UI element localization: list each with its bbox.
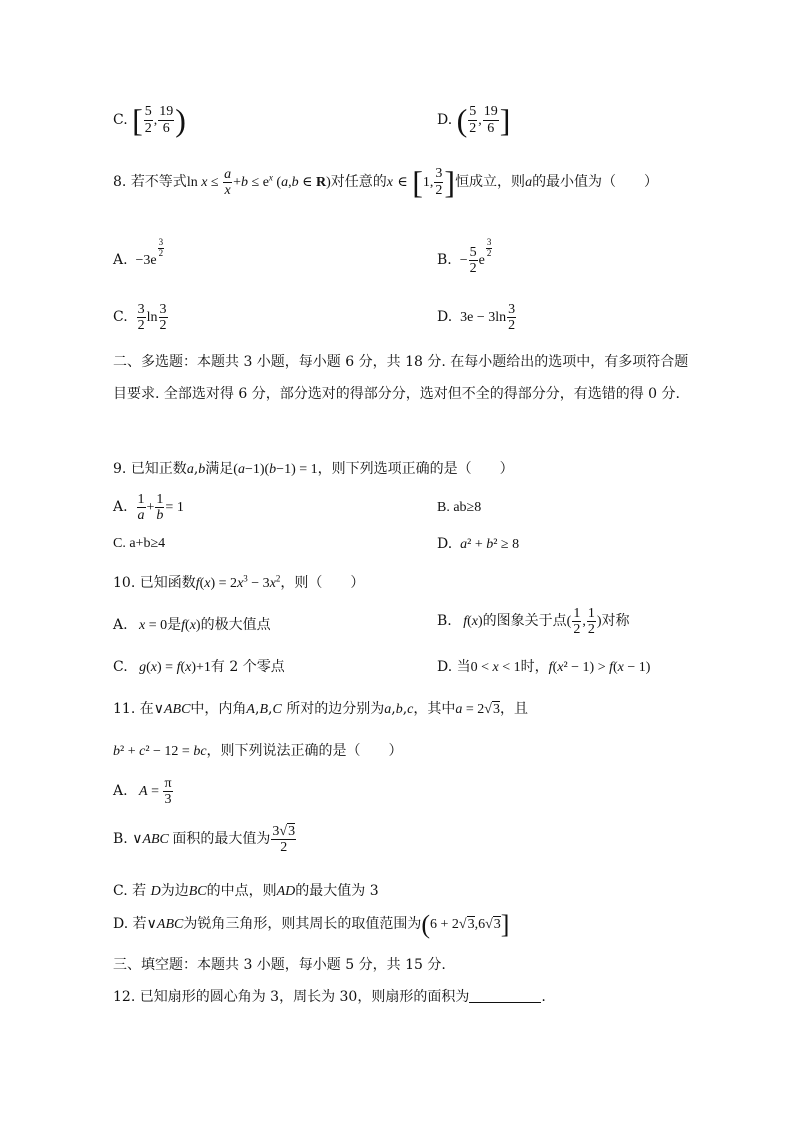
- math-expression: 3e − 3ln $\frac{3}{2}$: [456, 302, 516, 334]
- option-label: B.: [437, 613, 452, 630]
- stem-text: 若不等式: [130, 174, 187, 190]
- fraction: [158, 104, 174, 136]
- option-text: 有 2 个零点: [210, 659, 285, 675]
- q9-option-b[interactable]: [437, 500, 481, 516]
- q8-stem: 8. 若不等式ln x ≤ $\frac{a}{x}$ $+b \le e^x$ (a,b ∈ R)对任意的x ∈ [1, $\frac{3}{2}$ ]恒成立，则a的最小值为（ ）: [113, 164, 659, 200]
- fraction: $\frac{3}{2}$: [435, 166, 443, 198]
- stem-text: 所对的边分别为: [286, 701, 385, 717]
- q8-option-c[interactable]: [113, 302, 169, 334]
- option-text: 的图象关于点: [482, 613, 567, 630]
- math-expression: $\frac{3√3}{2}$: [272, 824, 296, 856]
- option-label: A.: [113, 499, 128, 516]
- q8-option-a[interactable]: [113, 238, 165, 269]
- math-expression: −3e $^{\frac{3}{2}}$: [132, 237, 164, 268]
- option-label: A.: [113, 783, 128, 800]
- option-text: 为边: [160, 883, 189, 899]
- q8-option-b[interactable]: [437, 238, 493, 277]
- left-bracket: [: [412, 164, 423, 200]
- option-label: C.: [113, 883, 128, 899]
- numerator: 5: [144, 104, 152, 120]
- q10-stem: [113, 572, 364, 592]
- q8-option-d[interactable]: [437, 302, 517, 334]
- answer-blank[interactable]: [469, 988, 541, 1003]
- question-number: 12.: [113, 989, 136, 1005]
- math-expression: (6 + 2√3,6√3]: [421, 910, 510, 939]
- option-label: D.: [437, 309, 453, 326]
- q11-option-b[interactable]: B. ∨ABC 面积的最大值为 $\frac{3√3}{2}$: [113, 824, 296, 856]
- math-expression: (a−1)(b−1) = 1: [233, 462, 318, 477]
- option-text: 若: [132, 883, 147, 899]
- stem-text: 恒成立，则: [455, 174, 526, 190]
- stem-text: ，且: [499, 701, 528, 717]
- option-label: C.: [113, 112, 128, 128]
- stem-text: 满足: [205, 461, 234, 477]
- option-label: B.: [437, 251, 452, 268]
- math-expression: − $\frac{5}{2}$ e $^{\frac{3}{2}}$: [456, 237, 492, 277]
- option-text: 若: [132, 916, 147, 933]
- math-expression: a = 2√3: [455, 702, 500, 717]
- q10-option-d[interactable]: D. 当0 < x < 1时，f(x² − 1) > f(x − 1): [437, 659, 651, 675]
- option-text: ab≥8: [453, 500, 482, 515]
- right-bracket: ]: [444, 164, 456, 200]
- math-expression: $\frac{1}{a}$ + $\frac{1}{b}$ = 1: [137, 492, 184, 524]
- stem-text: 的最小值为（ ）: [532, 174, 659, 190]
- stem-text: .: [541, 989, 546, 1005]
- option-label: C.: [113, 536, 126, 551]
- option-text: a+b≥4: [129, 536, 166, 551]
- q10-option-c[interactable]: [113, 656, 285, 676]
- right-paren: ): [175, 102, 186, 138]
- q11-option-d[interactable]: D. 若∨ABC为锐角三角形，则其周长的取值范围为(6 + 2√3,6√3]: [113, 910, 510, 939]
- option-label: A.: [113, 251, 128, 268]
- fraction: [144, 104, 153, 136]
- option-label: B.: [113, 831, 128, 848]
- option-text: 的中点，则: [206, 883, 277, 899]
- q11-option-c[interactable]: C. 若 D为边BC的中点，则AD的最大值为 3: [113, 883, 379, 899]
- math-expression: a² + b² ≥ 8: [460, 537, 520, 552]
- option-text: 时，: [520, 659, 549, 675]
- math-expression: ln x ≤ $\frac{a}{x}$ $+b \le e^x$ (a,b ∈ R): [186, 166, 331, 199]
- option-label: B.: [437, 500, 450, 515]
- stem-text: 在: [139, 701, 154, 717]
- stem-text: 对任意的: [330, 174, 387, 190]
- option-text: 面积的最大值为: [172, 831, 271, 848]
- stem-text: ，其中: [413, 701, 456, 717]
- math-expression: f(x): [463, 614, 483, 630]
- question-number: 10.: [113, 575, 136, 591]
- fraction: [483, 104, 499, 136]
- q9-stem: 9. 已知正数a,b满足(a−1)(b−1) = 1，则下列选项正确的是（ ）: [113, 461, 514, 477]
- stem-text: ，则下列说法正确的是（ ）: [206, 743, 403, 759]
- q10-option-a[interactable]: A. x = 0是f(x)的极大值点: [113, 617, 271, 633]
- stem-text: ，则下列选项正确的是（ ）: [317, 461, 514, 477]
- q9-option-d[interactable]: [437, 536, 519, 553]
- q11-stem: 11. 在∨ABC中，内角A,B,C 所对的边分别为a,b,c，其中a = 2√3，且: [113, 701, 528, 717]
- stem-text: 已知函数: [139, 575, 196, 591]
- left-paren: (: [456, 102, 468, 138]
- q9-option-c[interactable]: [113, 536, 165, 552]
- q11-option-a[interactable]: [113, 776, 174, 808]
- numerator: 19: [159, 104, 174, 120]
- denominator: 2: [469, 120, 477, 136]
- option-text: 的极大值点: [200, 617, 271, 633]
- option-text: 的最大值为 3: [295, 883, 379, 899]
- q11-stem-line2: [113, 740, 403, 760]
- math-expression: $\frac{3}{2}$ ln $\frac{3}{2}$: [137, 302, 167, 334]
- q9-option-a[interactable]: [113, 492, 184, 524]
- numerator: 5: [469, 104, 477, 120]
- math-expression: g(x) = f(x)+1: [139, 660, 211, 675]
- option-label: D.: [437, 112, 453, 128]
- left-bracket: [: [132, 102, 143, 138]
- question-number: 11.: [113, 701, 136, 717]
- q10-option-b[interactable]: B. f(x)的图象关于点( $\frac{1}{2}$ , $\frac{1}{2}$ )对称: [437, 606, 630, 638]
- section-heading-multiple-choice: 二、多选题：本题共 3 小题，每小题 6 分，共 18 分. 在每小题给出的选项中，有多项符合题目要求. 全部选对得 6 分，部分选对的得部分分，选对但不全的得部分分，有选错的得 0 分.: [113, 354, 689, 402]
- option-text: 当: [456, 659, 471, 675]
- question-number: 8.: [113, 174, 127, 190]
- question-number: 9.: [113, 461, 127, 477]
- math-expression: $f(x) = 2x^3 - 3x^2$: [195, 573, 281, 591]
- option-text: 为锐角三角形，则其周长的取值范围为: [183, 916, 422, 933]
- option-text: 是: [167, 617, 182, 633]
- math-expression: x = 0: [139, 618, 168, 633]
- q12-stem: [113, 986, 546, 1006]
- right-bracket: ]: [499, 102, 511, 138]
- stem-text: ，则（ ）: [280, 575, 365, 591]
- option-label: C.: [113, 309, 128, 326]
- option-label: D.: [113, 916, 129, 933]
- stem-text: 已知正数: [130, 461, 187, 477]
- denominator: 6: [487, 120, 495, 136]
- section-heading-fill-in: 三、填空题：本题共 3 小题，每小题 5 分，共 15 分.: [113, 957, 446, 973]
- q7-option-c[interactable]: C. [ $\frac{5}{2}$ , $\frac{19}{6}$ ): [113, 102, 186, 138]
- option-label: D.: [437, 536, 453, 552]
- numerator: 19: [483, 104, 498, 120]
- math-expression: A = $\frac{\pi}{3}$: [139, 776, 172, 808]
- stem-text: 已知扇形的圆心角为 3，周长为 30，则扇形的面积为: [139, 989, 470, 1005]
- math-expression: b² + c² − 12 = bc: [113, 744, 207, 759]
- option-label: A.: [113, 617, 128, 633]
- option-label: D.: [437, 659, 453, 675]
- stem-text: 中，内角: [190, 701, 247, 717]
- fraction: [468, 104, 477, 136]
- option-text: 对称: [601, 613, 630, 630]
- option-label: C.: [113, 659, 128, 675]
- denominator: 2: [144, 120, 152, 136]
- q7-option-d[interactable]: D. ( $\frac{5}{2}$ , $\frac{19}{6}$ ]: [437, 102, 511, 138]
- denominator: 6: [162, 120, 170, 136]
